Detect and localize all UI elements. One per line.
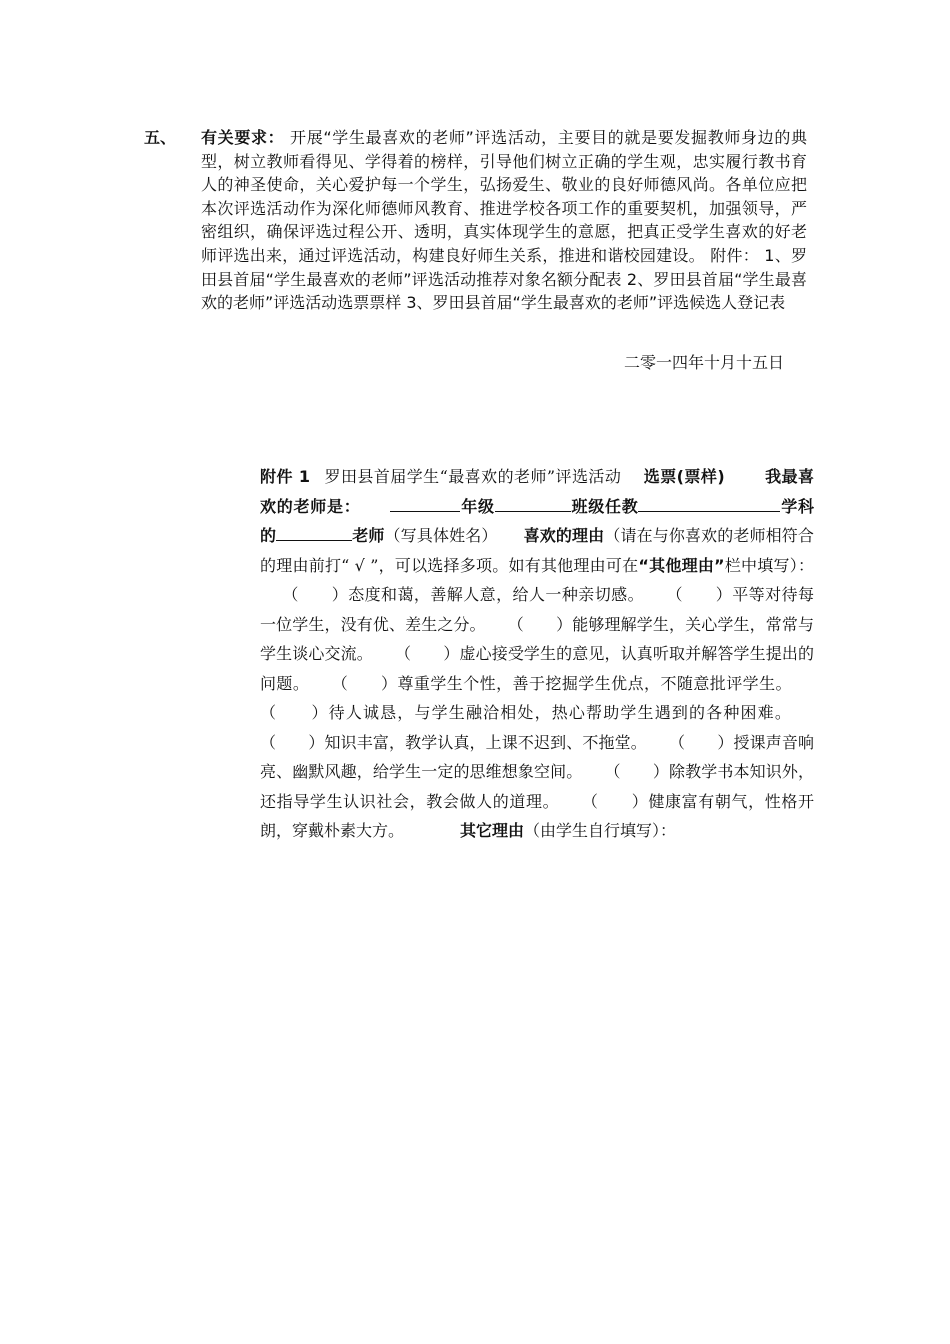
reason-checkbox[interactable]: （ ） — [282, 585, 349, 604]
reason-checkbox[interactable]: （ ） — [260, 732, 325, 752]
other-reason-label: “其他理由” — [638, 555, 725, 575]
reason-option-text: 知识丰富，教学认真，上课不迟到、不拖堂。 — [324, 732, 647, 752]
section-number: 五、 — [144, 128, 177, 147]
reason-option-text: 平等对待每一位学生，没有优、差生之分。 — [260, 585, 814, 634]
teacher-label: 老师 — [352, 526, 385, 545]
reason-option-text: 虚心接受学生的意见，认真听取并解答学生提出的问题。 — [260, 644, 814, 693]
class-teacher-label: 班级任教 — [570, 496, 639, 516]
section-heading: 有关要求： — [201, 128, 285, 147]
reason-checkbox[interactable]: （ ） — [668, 732, 734, 752]
reason-option-text: 待人诚恳，与学生融洽相处，热心帮助学生遇到的各种困难。 — [328, 703, 792, 722]
reason-checkbox[interactable]: （ ） — [581, 791, 649, 811]
attachment-title-line — [144, 462, 814, 846]
grade-label: 年级 — [460, 496, 495, 516]
teacher-name-blank[interactable] — [276, 523, 352, 541]
section-text: 开展“学生最喜欢的老师”评选活动，主要目的就是要发掘教师身边的典型，树立教师看得见、学得着的榜样，引导他们树立正确的学生观，忠实履行教书育人的神圣使命，关心爱护每一个学生，弘扬爱生、敬业的良好师德风尚。各单位应把本次评选活动作为深化师德师风教育、推进学校各项工作的重要契机，加强领导，严密组织，确保评选过程公开、透明，真实体现学生的意愿，把真正受学生喜欢的好老师评选出来，通过评选活动，构建良好师生关系，推进和谐校园建设。 附件： 1、罗田县首届“学生最喜欢的老师”评选活动推荐对象名额分配表 2、罗田县首届“学生最喜欢的老师”评选活动选票票样 3、罗田县首届“学生最喜欢的老师”评选候选人登记表 — [201, 128, 807, 313]
subject-blank[interactable] — [704, 494, 780, 512]
grade-blank[interactable] — [390, 494, 460, 512]
reason-checkbox[interactable]: （ ） — [507, 614, 573, 634]
reason-checkbox[interactable]: （ ） — [604, 762, 670, 781]
other-note: （由学生自行填写）： — [524, 821, 677, 840]
attachment-title-bold: 选票(票样) — [643, 467, 725, 486]
reason-checkbox[interactable]: （ ） — [260, 703, 329, 722]
document-date: 二零一四年十月十五日 — [623, 353, 784, 372]
reason-checkbox[interactable]: （ ） — [394, 644, 460, 663]
reason-note-2: 栏中填写）： — [724, 555, 814, 575]
reason-options — [260, 585, 814, 840]
reason-option-text: 健康富有朝气，性格开朗，穿戴朴素大方。 — [260, 791, 814, 840]
reason-option-text: 态度和蔼，善解人意，给人一种亲切感。 — [348, 585, 645, 604]
reason-label: 喜欢的理由 — [523, 526, 605, 545]
attachment-title: 罗田县首届学生“最喜欢的老师”评选活动 — [324, 467, 622, 486]
class-teacher-blank[interactable] — [638, 494, 704, 512]
ballot-form — [144, 462, 814, 846]
other-label: 其它理由 — [460, 821, 525, 840]
attachment-label: 附件 1 — [260, 467, 311, 486]
reason-option-text: 能够理解学生，关心学生，常常与学生谈心交流。 — [260, 614, 814, 663]
reason-option-text: 除教学书本知识外，还指导学生认识社会，教会做人的道理。 — [260, 762, 814, 811]
class-blank[interactable] — [495, 494, 571, 512]
reason-checkbox[interactable]: （ ） — [331, 673, 398, 693]
reason-checkbox[interactable]: （ ） — [666, 585, 733, 604]
favorite-label: 我最喜欢的老师是： — [260, 467, 814, 516]
reason-option-text: 授课声音响亮、幽默风趣，给学生一定的思维想象空间。 — [260, 732, 814, 781]
subject-label: 学科的 — [260, 496, 814, 545]
reason-option-text: 尊重学生个性，善于挖掘学生优点，不随意批评学生。 — [397, 673, 792, 693]
reason-note-1: （请在与你喜欢的老师相符合的理由前打“ √ ”，可以选择多项。如有其他理由可在 — [260, 526, 814, 575]
section-body — [201, 126, 807, 315]
teacher-note: （写具体姓名） — [384, 526, 498, 545]
